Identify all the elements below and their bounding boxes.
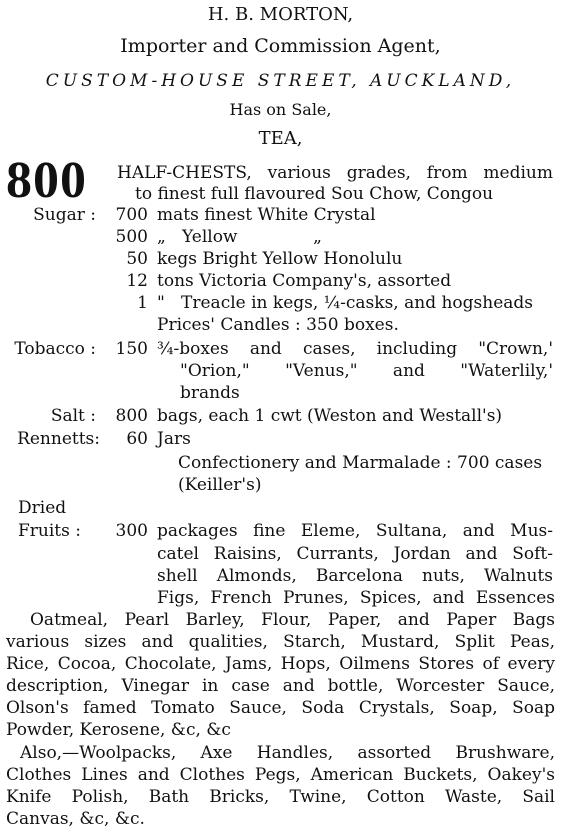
general-line: various sizes and qualities, Starch, Mustard, Split Peas, xyxy=(6,632,555,652)
confectionery-line-1: Confectionery and Marmalade : 700 cases xyxy=(178,453,543,473)
general-line: Powder, Kerosene, &c, &c xyxy=(6,720,231,740)
salt-item: bags, each 1 cwt (Weston and Westall's) xyxy=(157,406,503,426)
fruits-line: shell Almonds, Barcelona nuts, Walnuts xyxy=(157,566,553,586)
general-line: description, Vinegar in case and bottle, Worcester Sauce, xyxy=(6,676,555,696)
sugar-item: „ Yellow „ xyxy=(157,227,322,247)
tobacco-label: Tobacco : xyxy=(14,339,96,359)
tea-line-2: to finest full flavoured Sou Chow, Congou xyxy=(135,184,494,204)
rennetts-label: Rennetts: xyxy=(17,429,100,449)
tobacco-qty: 150 xyxy=(115,339,148,359)
also-line: Knife Polish, Bath Bricks, Twine, Cotton Waste, Sail xyxy=(6,787,555,807)
also-line: Also,—Woolpacks, Axe Handles, assorted Brushware, xyxy=(20,743,555,763)
rennetts-item: Jars xyxy=(157,429,191,449)
fruits-line: Figs, French Prunes, Spices, and Essences xyxy=(157,588,555,608)
fruits-qty: 300 xyxy=(115,521,148,541)
fruits-label: Fruits : xyxy=(18,521,81,541)
also-line: Canvas, &c, &c. xyxy=(6,809,145,829)
sugar-item: kegs Bright Yellow Honolulu xyxy=(157,249,403,269)
tea-quantity: 800 xyxy=(6,152,87,209)
sugar-item: mats finest White Crystal xyxy=(157,205,376,225)
sugar-item: " Treacle in kegs, ¼-casks, and hogsheads xyxy=(157,293,534,313)
dried-label: Dried xyxy=(18,498,67,518)
fruits-line: packages fine Eleme, Sultana, and Mus- xyxy=(157,521,553,541)
also-line: Clothes Lines and Clothes Pegs, American Buckets, Oakey's xyxy=(6,765,555,785)
salt-label: Salt : xyxy=(50,406,96,426)
merchant-address: CUSTOM-HOUSE STREET, AUCKLAND, xyxy=(45,71,516,91)
confectionery-line-2: (Keiller's) xyxy=(178,475,262,495)
candles-line: Prices' Candles : 350 boxes. xyxy=(157,315,399,335)
tea-line-1: HALF-CHESTS, various grades, from medium xyxy=(117,163,553,183)
general-line: Olson's famed Tomato Sauce, Soda Crystals, Soap, Soap xyxy=(6,698,555,718)
sugar-qty: 1 xyxy=(137,293,148,313)
tobacco-line-1: ¾-boxes and cases, including "Crown,' xyxy=(157,339,553,359)
tea-heading: TEA, xyxy=(258,128,303,149)
rennetts-qty: 60 xyxy=(126,429,148,449)
sugar-qty: 700 xyxy=(115,205,148,225)
general-line: Oatmeal, Pearl Barley, Flour, Paper, and Paper Bags xyxy=(30,610,555,630)
has-on-sale: Has on Sale, xyxy=(229,100,332,119)
salt-qty: 800 xyxy=(115,406,148,426)
sugar-label: Sugar : xyxy=(33,205,96,225)
sugar-qty: 50 xyxy=(126,249,148,269)
tobacco-line-3: brands xyxy=(180,383,240,403)
merchant-name: H. B. MORTON, xyxy=(207,4,354,25)
tobacco-line-2: "Orion," "Venus," and "Waterlily,' xyxy=(180,361,553,381)
sugar-item: tons Victoria Company's, assorted xyxy=(157,271,452,291)
sugar-qty: 12 xyxy=(126,271,148,291)
sugar-qty: 500 xyxy=(115,227,148,247)
general-line: Rice, Cocoa, Chocolate, Jams, Hops, Oilmens Stores of every xyxy=(6,654,555,674)
merchant-title: Importer and Commission Agent, xyxy=(120,35,441,57)
fruits-line: catel Raisins, Currants, Jordan and Soft- xyxy=(157,544,553,564)
